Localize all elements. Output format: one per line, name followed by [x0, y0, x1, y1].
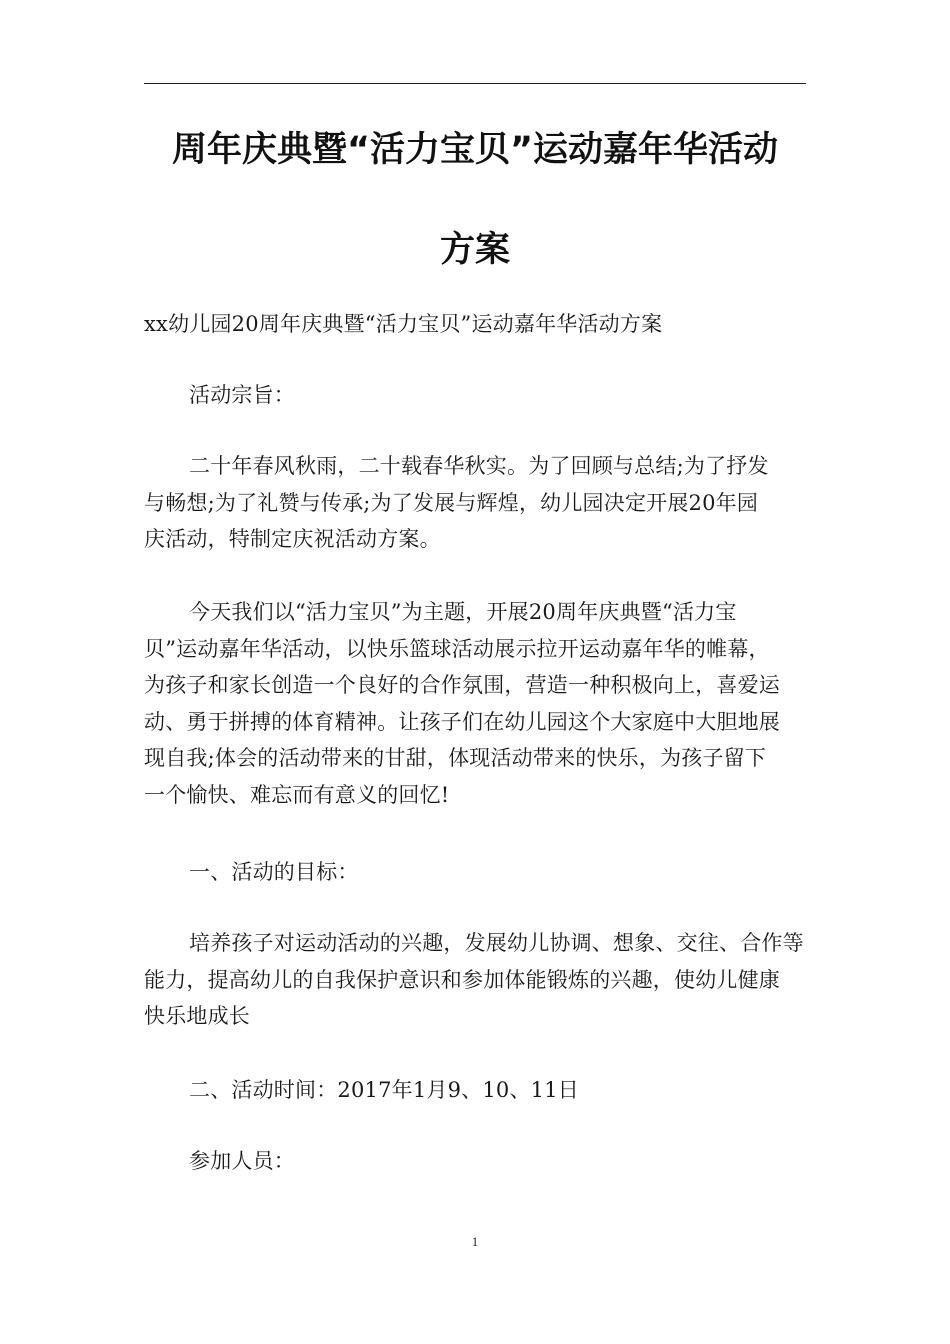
paragraph-theme — [144, 594, 807, 813]
paragraph-line: 与畅想;为了礼赞与传承;为了发展与辉煌，幼儿园决定开展20年园 — [144, 490, 759, 515]
subtitle-text: xx幼儿园20周年庆典暨“活力宝贝”运动嘉年华活动方案 — [144, 312, 663, 336]
section-goals-heading-text: 一、活动的目标： — [189, 860, 359, 884]
document-title-line-1: 周年庆典暨“活力宝贝”运动嘉年华活动 — [171, 130, 778, 170]
paragraph-line: 培养孩子对运动活动的兴趣，发展幼儿协调、想象、交往、合作等 — [189, 931, 804, 955]
page-number: 1 — [471, 1234, 479, 1249]
paragraph-line: 现自我;体会的活动带来的甘甜，体现活动带来的快乐，为孩子留下 — [144, 746, 767, 770]
participants-heading-text: 参加人员： — [189, 1149, 295, 1173]
paragraph-purpose — [144, 448, 807, 558]
paragraph-line: 能力，提高幼儿的自我保护意识和参加体能锻炼的兴趣，使幼儿健康 — [144, 967, 780, 992]
header-rule — [144, 83, 806, 84]
paragraph-goals — [144, 925, 807, 1035]
paragraph-line: 动、勇于拼搏的体育精神。让孩子们在幼儿园这个大家庭中大胆地展 — [144, 709, 780, 734]
subtitle — [144, 306, 807, 343]
paragraph-line: 快乐地成长 — [144, 1004, 250, 1028]
section-goals-heading — [144, 854, 807, 891]
section-time-heading — [144, 1072, 807, 1109]
document-title-line-2: 方案 — [439, 230, 510, 270]
paragraph-line: 贝”运动嘉年华活动，以快乐篮球活动展示拉开运动嘉年华的帷幕， — [144, 636, 770, 661]
paragraph-line: 庆活动，特制定庆祝活动方案。 — [144, 527, 441, 551]
section-purpose-heading — [144, 377, 807, 414]
participants-heading — [144, 1143, 807, 1180]
paragraph-line: 为孩子和家长创造一个良好的合作氛围，营造一种积极向上，喜爱运 — [144, 673, 780, 697]
paragraph-line: 二十年春风秋雨，二十载春华秋实。为了回顾与总结;为了抒发 — [189, 454, 769, 478]
paragraph-line: 今天我们以“活力宝贝”为主题，开展20周年庆典暨“活力宝 — [189, 600, 737, 624]
section-purpose-heading-text: 活动宗旨： — [189, 383, 295, 407]
section-time-heading-text: 二、活动时间：2017年1月9、10、11日 — [189, 1078, 580, 1102]
paragraph-line: 一个愉快、难忘而有意义的回忆! — [144, 782, 450, 807]
